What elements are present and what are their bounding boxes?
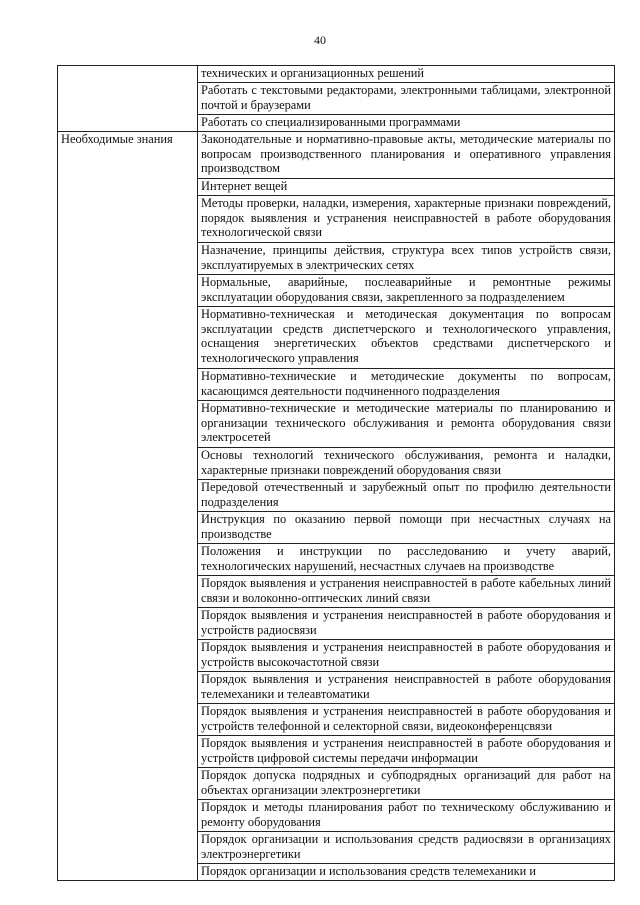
table-cell: Порядок выявления и устранения неисправностей в работе оборудования телемеханики и телеавтоматики (198, 672, 615, 704)
table-cell: Положения и инструкции по расследованию и учету аварий, технологических нарушений, несчастных случаев на производстве (198, 544, 615, 576)
table-cell: Работать со специализированными программами (198, 115, 615, 132)
table-cell: Нормативно-технические и методические документы по вопросам, касающимся деятельности подчиненного подразделения (198, 369, 615, 401)
page-number: 40 (314, 33, 326, 47)
table-cell: Нормативно-технические и методические материалы по планированию и организации технического обслуживания и ремонта оборудования связи электросетей (198, 401, 615, 448)
table-cell: Интернет вещей (198, 179, 615, 196)
table-cell: Работать с текстовыми редакторами, электронными таблицами, электронной почтой и браузерами (198, 83, 615, 115)
table-cell: Передовой отечественный и зарубежный опыт по профилю деятельности подразделения (198, 480, 615, 512)
table-cell: Порядок организации и использования средств радиосвязи в организациях электроэнергетики (198, 832, 615, 864)
table-cell: Методы проверки, наладки, измерения, характерные признаки повреждений, порядок выявления и устранения неисправностей в работе оборудования технологической связи (198, 196, 615, 243)
knowledge-label: Необходимые знания (58, 132, 198, 881)
table-cell: технических и организационных решений (198, 66, 615, 83)
table-cell: Порядок организации и использования средств телемеханики и (198, 864, 615, 881)
table-cell: Основы технологий технического обслуживания, ремонта и наладки, характерные признаки повреждений оборудования связи (198, 448, 615, 480)
table-cell: Порядок выявления и устранения неисправностей в работе оборудования и устройств высокочастотной связи (198, 640, 615, 672)
empty-label-cell (58, 66, 198, 132)
table-cell: Порядок выявления и устранения неисправностей в работе оборудования и устройств радиосвязи (198, 608, 615, 640)
table-cell: Инструкция по оказанию первой помощи при несчастных случаях на производстве (198, 512, 615, 544)
table-cell: Нормальные, аварийные, послеаварийные и ремонтные режимы эксплуатации оборудования связи, закрепленного за подразделением (198, 275, 615, 307)
table-cell: Порядок и методы планирования работ по техническому обслуживанию и ремонту оборудования (198, 800, 615, 832)
table-cell: Порядок выявления и устранения неисправностей в работе оборудования и устройств телефонной и селекторной связи, видеоконференцсвязи (198, 704, 615, 736)
table-cell: Порядок допуска подрядных и субподрядных организаций для работ на объектах организации электроэнергетики (198, 768, 615, 800)
table-row (58, 132, 615, 179)
table-cell: Назначение, принципы действия, структура всех типов устройств связи, эксплуатируемых в электрических сетях (198, 243, 615, 275)
table-cell: Порядок выявления и устранения неисправностей в работе оборудования и устройств цифровой системы передачи информации (198, 736, 615, 768)
table-cell: Законодательные и нормативно-правовые акты, методические материалы по вопросам производственного планирования и оперативного управления производством (198, 132, 615, 179)
table-cell: Порядок выявления и устранения неисправностей в работе кабельных линий связи и волоконно-оптических линий связи (198, 576, 615, 608)
knowledge-table (57, 65, 615, 881)
table-cell: Нормативно-техническая и методическая документация по вопросам эксплуатации средств диспетчерского и технологического управления, оснащения энергетических объектов средствами диспетчерского и технологического управления (198, 307, 615, 369)
table-row (58, 66, 615, 83)
